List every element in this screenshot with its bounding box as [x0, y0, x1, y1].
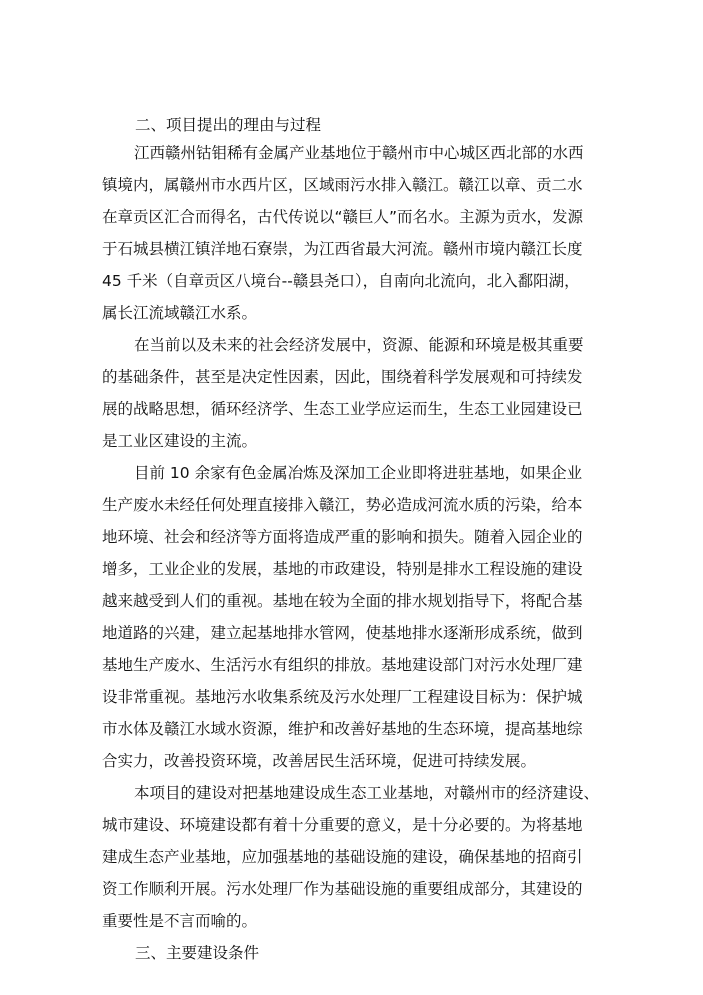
paragraph-1-line-3: 在章贡区汇合而得名，古代传说以“赣巨人”而名水。主源为贡水，发源 — [102, 208, 584, 226]
section-heading-2: 二、项目提出的理由与过程 — [135, 116, 322, 134]
paragraph-3-line-10: 合实力，改善投资环境，改善居民生活环境，促进可持续发展。 — [102, 752, 537, 770]
paragraph-3-line-6: 地道路的兴建，建立起基地排水管网，使基地排水逐渐形成系统，做到 — [102, 624, 583, 642]
section-heading-3: 三、主要建设条件 — [135, 944, 260, 962]
paragraph-1-line-2: 镇境内，属赣州市水西片区，区域雨污水排入赣江。赣江以章、贡二水 — [102, 176, 583, 194]
paragraph-4-line-1: 本项目的建设对把基地建设成生态工业基地，对赣州市的经济建设、 — [134, 784, 600, 802]
paragraph-3-line-8: 设非常重视。基地污水收集系统及污水处理厂工程建设目标为：保护城 — [102, 688, 583, 706]
paragraph-3-line-1: 目前 10 余家有色金属冶炼及深加工企业即将进驻基地，如果企业 — [134, 464, 583, 482]
paragraph-1-line-4: 于石城县横江镇洋地石寮崇，为江西省最大河流。赣州市境内赣江长度 — [102, 240, 583, 258]
paragraph-2-line-2: 的基础条件，甚至是决定性因素，因此，围绕着科学发展观和可持续发 — [102, 368, 583, 386]
paragraph-1-line-6: 属长江流域赣江水系。 — [102, 304, 258, 322]
paragraph-2-line-1: 在当前以及未来的社会经济发展中，资源、能源和环境是极其重要 — [134, 336, 584, 354]
paragraph-1-line-1: 江西赣州钴钼稀有金属产业基地位于赣州市中心城区西北部的水西 — [134, 144, 584, 162]
paragraph-4-line-4: 资工作顺利开展。污水处理厂作为基础设施的重要组成部分，其建设的 — [102, 880, 583, 898]
paragraph-3-line-5: 越来越受到人们的重视。基地在较为全面的排水规划指导下，将配合基 — [102, 592, 583, 610]
paragraph-4-line-3: 建成生态产业基地，应加强基地的基础设施的建设，确保基地的招商引 — [102, 848, 583, 866]
paragraph-3-line-4: 增多，工业企业的发展，基地的市政建设，特别是排水工程设施的建设 — [102, 560, 583, 578]
paragraph-2-line-3: 展的战略思想，循环经济学、生态工业学应运而生，生态工业园建设已 — [102, 400, 583, 418]
paragraph-1-line-5: 45 千米（自章贡区八境台--赣县尧口），自南向北流向，北入鄱阳湖， — [102, 272, 580, 290]
paragraph-4-line-2: 城市建设、环境建设都有着十分重要的意义，是十分必要的。为将基地 — [102, 816, 583, 834]
paragraph-3-line-9: 市水体及赣江水域水资源，维护和改善好基地的生态环境，提高基地综 — [102, 720, 583, 738]
paragraph-4-line-5: 重要性是不言而喻的。 — [102, 912, 258, 930]
paragraph-3-line-3: 地环境、社会和经济等方面将造成严重的影响和损失。随着入园企业的 — [102, 528, 583, 546]
paragraph-2-line-4: 是工业区建设的主流。 — [102, 432, 258, 450]
paragraph-3-line-2: 生产废水未经任何处理直接排入赣江，势必造成河流水质的污染，给本 — [102, 496, 583, 514]
paragraph-3-line-7: 基地生产废水、生活污水有组织的排放。基地建设部门对污水处理厂建 — [102, 656, 583, 674]
